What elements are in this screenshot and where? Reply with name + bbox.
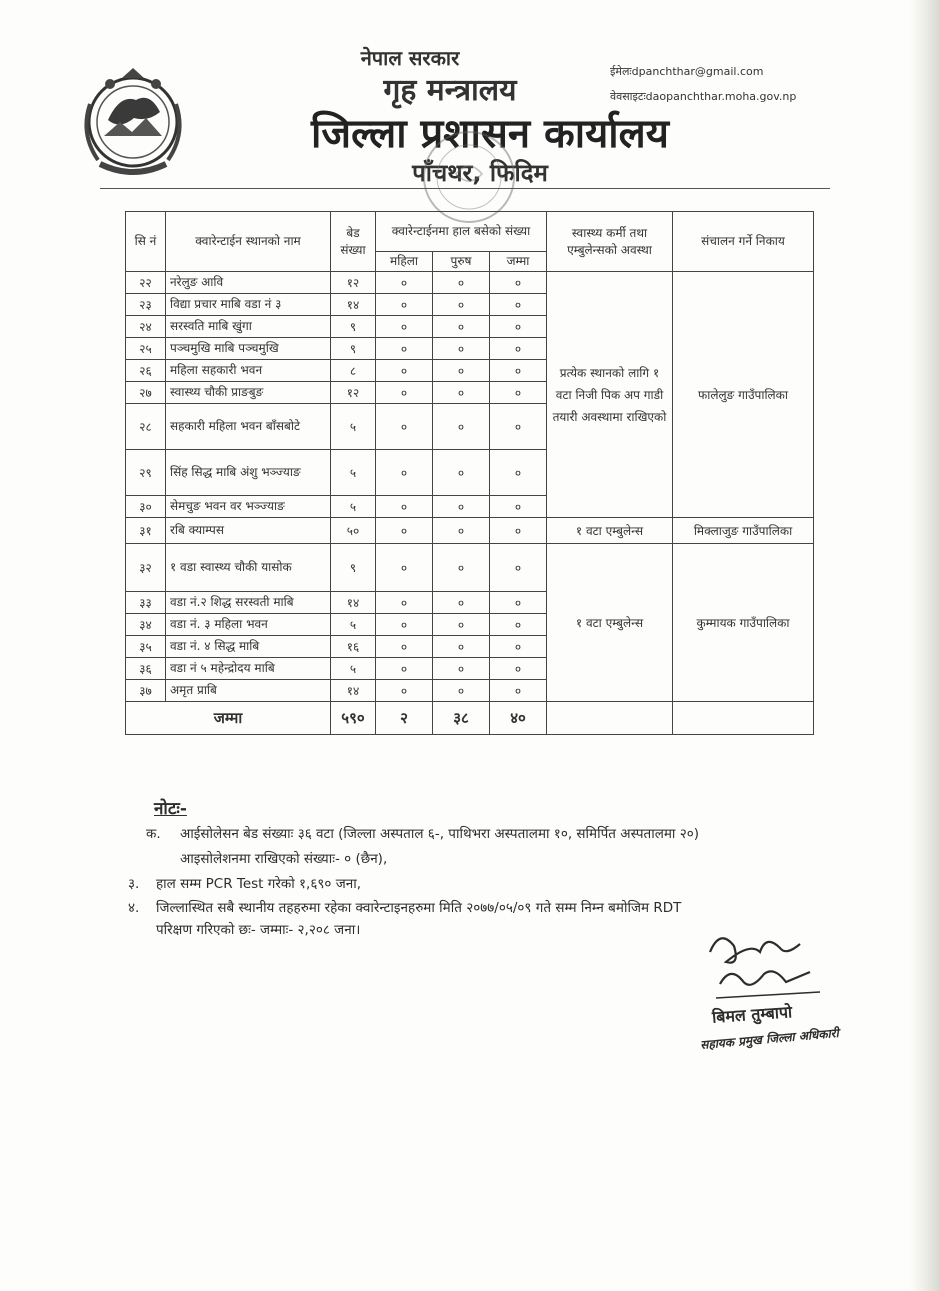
cell-name: स्वास्थ्य चौकी प्राङबुङ: [166, 382, 331, 404]
cell-total: ०: [490, 360, 547, 382]
signatory-name: बिमल तुम्बापो: [711, 1002, 793, 1027]
cell-female: ०: [376, 338, 433, 360]
header-sn: सि नं: [126, 212, 166, 272]
cell-total: ०: [490, 614, 547, 636]
cell-sn: २३: [126, 294, 166, 316]
cell-female: ०: [376, 272, 433, 294]
cell-sn: २९: [126, 450, 166, 496]
cell-female: ०: [376, 614, 433, 636]
header-female: महिला: [376, 252, 433, 272]
cell-total: ०: [490, 636, 547, 658]
office-location: पाँचथर, फिदिम: [412, 159, 548, 187]
cell-total: ०: [490, 450, 547, 496]
cell-beds: १६: [331, 636, 376, 658]
cell-total: ०: [490, 272, 547, 294]
cell-total: ०: [490, 382, 547, 404]
cell-name: १ वडा स्वास्थ्य चौकी यासोक: [166, 544, 331, 592]
cell-name: महिला सहकारी भवन: [166, 360, 331, 382]
cell-female: ०: [376, 544, 433, 592]
cell-beds: १४: [331, 680, 376, 702]
notes-title: नोटः-: [154, 799, 187, 819]
table-row: [126, 518, 814, 544]
header-beds: बेड संख्या: [331, 212, 376, 272]
cell-female: ०: [376, 496, 433, 518]
notes-section: [128, 796, 848, 938]
total-empty-cell: [547, 702, 673, 735]
total-label: जम्मा: [126, 702, 331, 735]
government-title: नेपाल सरकार: [360, 46, 460, 70]
cell-name: वडा नं ५ महेन्द्रोदय माबि: [166, 658, 331, 680]
cell-beds: १२: [331, 382, 376, 404]
cell-total: ०: [490, 592, 547, 614]
page-edge-shadow: [910, 0, 940, 1291]
note-a-line2: आइसोलेशनमा राखिएको संख्याः- ० (छैन),: [180, 851, 388, 867]
cell-name: विद्या प्रचार माबि वडा नं ३: [166, 294, 331, 316]
cell-sn: ३२: [126, 544, 166, 592]
total-empty-cell: [673, 702, 814, 735]
cell-male: ०: [433, 544, 490, 592]
cell-female: ०: [376, 592, 433, 614]
cell-name: वडा नं.२ शिद्ध सरस्वती माबि: [166, 592, 331, 614]
group1-health: प्रत्येक स्थानको लागि १ वटा निजी पिक अप गाडी तयारी अवस्थामा राखिएको: [547, 272, 673, 518]
cell-female: ०: [376, 382, 433, 404]
cell-sn: ३१: [126, 518, 166, 544]
cell-sn: २२: [126, 272, 166, 294]
cell-name: पञ्चमुखि माबि पञ्चमुखि: [166, 338, 331, 360]
cell-sn: २६: [126, 360, 166, 382]
cell-female: ०: [376, 518, 433, 544]
header-current: क्वारेन्टाईनमा हाल बसेको संख्या: [376, 212, 547, 252]
group2-health: १ वटा एम्बुलेन्स: [547, 518, 673, 544]
cell-sn: २४: [126, 316, 166, 338]
note-4-line1: जिल्लास्थित सबै स्थानीय तहहरुमा रहेका क्वारेन्टाइनहरुमा मिति २०७७/०५/०९ गते सम्म निम्न बमोजिम RDT: [156, 900, 682, 916]
cell-beds: ५: [331, 496, 376, 518]
cell-total: ०: [490, 496, 547, 518]
table-row: [126, 272, 814, 294]
cell-male: ०: [433, 294, 490, 316]
note-a-label: क.: [146, 826, 161, 842]
cell-sn: ३७: [126, 680, 166, 702]
cell-beds: ५: [331, 614, 376, 636]
cell-name: वडा नं. ३ महिला भवन: [166, 614, 331, 636]
cell-beds: १४: [331, 592, 376, 614]
cell-beds: ९: [331, 316, 376, 338]
note-a-line1: आईसोलेसन बेड संख्याः ३६ वटा (जिल्ला अस्पताल ६-, पाथिभरा अस्पतालमा १०, समिर्पित अस्पतालमा २०): [180, 826, 700, 842]
cell-female: ०: [376, 636, 433, 658]
cell-male: ०: [433, 496, 490, 518]
cell-name: अमृत प्राबि: [166, 680, 331, 702]
cell-sn: ३५: [126, 636, 166, 658]
cell-sn: ३४: [126, 614, 166, 636]
cell-male: ०: [433, 518, 490, 544]
total-total: ४०: [490, 702, 547, 735]
office-title: जिल्ला प्रशासन कार्यालय: [311, 111, 669, 157]
cell-male: ०: [433, 614, 490, 636]
cell-male: ०: [433, 382, 490, 404]
note-3-label: ३.: [128, 876, 140, 892]
cell-total: ०: [490, 658, 547, 680]
cell-male: ०: [433, 658, 490, 680]
note-4-line2: परिक्षण गरिएको छः- जम्माः- २,२०८ जना।: [156, 922, 361, 938]
header-health: स्वास्थ्य कर्मी तथा एम्बुलेन्सको अवस्था: [547, 212, 673, 272]
cell-name: सिंह सिद्ध माबि अंशु भञ्ज्याङ: [166, 450, 331, 496]
header-male: पुरुष: [433, 252, 490, 272]
group2-agency: मिक्लाजुङ गाउँपालिका: [673, 518, 814, 544]
cell-male: ०: [433, 272, 490, 294]
cell-total: ०: [490, 680, 547, 702]
cell-sn: २७: [126, 382, 166, 404]
cell-name: सरस्वति माबि खुंगा: [166, 316, 331, 338]
note-3-text: हाल सम्म PCR Test गरेको १,६९० जना,: [156, 876, 361, 892]
cell-sn: ३६: [126, 658, 166, 680]
cell-male: ०: [433, 680, 490, 702]
cell-name: सहकारी महिला भवन बाँसबोटे: [166, 404, 331, 450]
cell-male: ०: [433, 450, 490, 496]
email-text: ईमेलःdpanchthar@gmail.com: [610, 65, 764, 78]
cell-total: ०: [490, 294, 547, 316]
cell-beds: ९: [331, 338, 376, 360]
quarantine-table: [125, 211, 814, 735]
header-name: क्वारेन्टाईन स्थानको नाम: [166, 212, 331, 272]
cell-total: ०: [490, 338, 547, 360]
cell-sn: २८: [126, 404, 166, 450]
cell-female: ०: [376, 450, 433, 496]
cell-male: ०: [433, 404, 490, 450]
cell-male: ०: [433, 338, 490, 360]
total-female: २: [376, 702, 433, 735]
total-beds: ५९०: [331, 702, 376, 735]
signatory-title: सहायक प्रमुख जिल्ला अधिकारी: [699, 1025, 840, 1053]
cell-female: ०: [376, 680, 433, 702]
cell-sn: २५: [126, 338, 166, 360]
total-row: [126, 702, 814, 735]
note-4-label: ४.: [128, 900, 140, 916]
cell-beds: ५: [331, 404, 376, 450]
cell-total: ०: [490, 518, 547, 544]
cell-beds: ५: [331, 658, 376, 680]
header-divider: [100, 188, 830, 189]
cell-name: रबि क्याम्पस: [166, 518, 331, 544]
cell-male: ०: [433, 360, 490, 382]
cell-female: ०: [376, 316, 433, 338]
header-agency: संचालन गर्ने निकाय: [673, 212, 814, 272]
table-row: [126, 544, 814, 592]
group3-health: १ वटा एम्बुलेन्स: [547, 544, 673, 702]
cell-female: ०: [376, 404, 433, 450]
cell-total: ०: [490, 316, 547, 338]
header-total: जम्मा: [490, 252, 547, 272]
cell-beds: ८: [331, 360, 376, 382]
cell-female: ०: [376, 658, 433, 680]
group1-agency: फालेलुङ गाउँपालिका: [673, 272, 814, 518]
cell-name: वडा नं. ४ सिद्ध माबि: [166, 636, 331, 658]
cell-sn: ३३: [126, 592, 166, 614]
cell-beds: ५०: [331, 518, 376, 544]
cell-name: सेमचुङ भवन वर भञ्ज्याङ: [166, 496, 331, 518]
cell-male: ०: [433, 592, 490, 614]
cell-female: ०: [376, 294, 433, 316]
cell-beds: १२: [331, 272, 376, 294]
group3-agency: कुम्मायक गाउँपालिका: [673, 544, 814, 702]
cell-beds: ५: [331, 450, 376, 496]
cell-name: नरेलुङ आवि: [166, 272, 331, 294]
cell-female: ०: [376, 360, 433, 382]
cell-total: ०: [490, 404, 547, 450]
cell-sn: ३०: [126, 496, 166, 518]
cell-total: ०: [490, 544, 547, 592]
cell-beds: ९: [331, 544, 376, 592]
website-text: वेवसाइटःdaopanchthar.moha.gov.np: [610, 90, 797, 103]
cell-male: ०: [433, 636, 490, 658]
ministry-title: गृह मन्त्रालय: [383, 73, 517, 108]
cell-male: ०: [433, 316, 490, 338]
total-male: ३८: [433, 702, 490, 735]
cell-beds: १४: [331, 294, 376, 316]
